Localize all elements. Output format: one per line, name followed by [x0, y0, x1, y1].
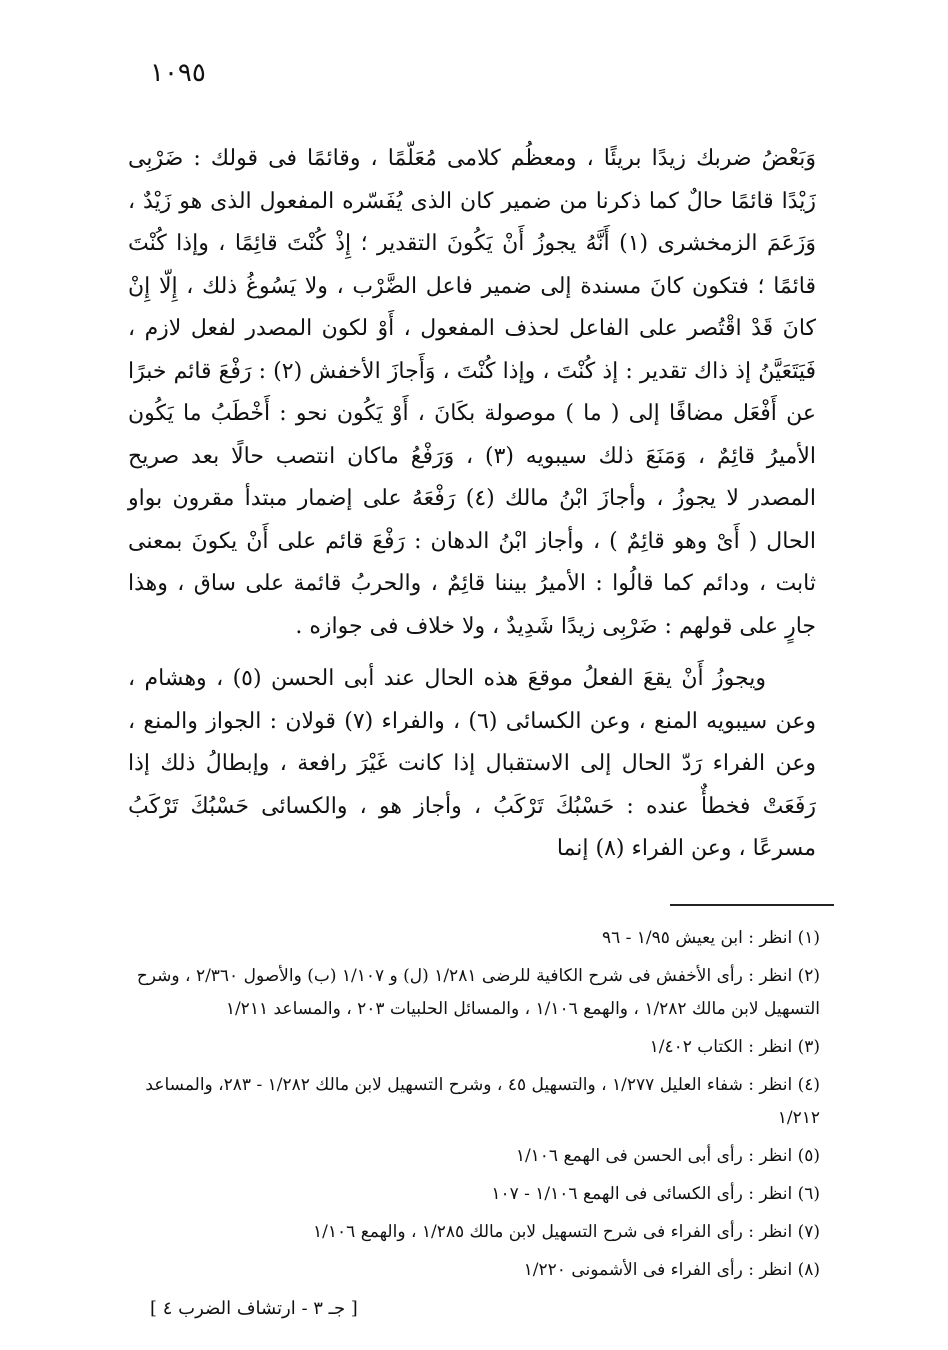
main-text — [128, 138, 816, 871]
footnote-8: (٨) انظر : رأى الفراء فى الأشمونى ١/٢٢٠ — [523, 1260, 820, 1280]
signature-mark: [ جـ ٣ - ارتشاف الضرب ٤ ] — [150, 1298, 358, 1319]
footnote-6: (٦) انظر : رأى الكسائى فى الهمع ١/١٠٦ - ١٠٧ — [491, 1184, 820, 1204]
footnote-3: (٣) انظر : الكتاب ١/٤٠٢ — [649, 1037, 820, 1057]
footnote-4: (٤) انظر : شفاء العليل ١/٢٧٧ ، والتسهيل ٤٥ ، وشرح التسهيل لابن مالك ١/٢٨٢ - ٢٨٣، والمساعد ١/٢١٢ — [145, 1075, 820, 1128]
page-number: ١٠٩٥ — [150, 58, 206, 88]
paragraph-1: وَبَعْضُ ضربك زيدًا بريئًا ، ومعظُم كلامى مُعَلّمًا ، وقائمًا فى قولك : ضَرْبِى زَيْدًا قائمًا حالٌ كما ذكرنا من ضمير كان الذى يُفَسّره المفعول الذى هو زَيْدٌ ، وَزَعَمَ الزمخشرى (١) أَنَّهُ يجوزُ أَنْ يَكُونَ التقدير ؛ إِذْ كُنْتَ قائِمًا ، وإذا كُنْتَ قائمًا ؛ فتكون كانَ مسندة إلى ضمير فاعل الضَّرْب ، ولا يَسُوغُ ذلك ، إِلّا إِنْ كانَ قَدْ اقْتُصر على الفاعل لحذف المفعول ، أَوْ لكون المصدر لفعل لازم ، فَيَتَعَيَّنُ إذ ذاك تقدير : إذ كُنْتَ ، وإذا كُنْتَ ، وَأَجازَ الأخفش (٢) : رَفْعَ قائم خبرًا عن أَفْعَل مضافًا إلى ( ما ) موصولة بكَانَ ، أَوْ يَكُون نحو : أَخْطَبُ ما يَكُون الأميرُ قائِمٌ ، وَمَنَعَ ذلك سيبويه (٣) ، وَرَفْعُ ماكان انتصب حالًا بعد صريح المصدر لا يجوزُ ، وأجازَ ابْنُ مالك (٤) رَفْعَهُ على إضمار مبتدأ مقرون بواو الحال ( أَىْ وهو قائِمٌ ) ، وأجاز ابْنُ الدهان : رَفْعَ قائم على أَنْ يكونَ بمعنى ثابت ، ودائم كما قالُوا : الأميرُ بيننا قائِمٌ ، والحربُ قائمة على ساق ، وهذا جارٍ على قولهم : ضَرْبِى زيدًا شَدِيدٌ ، ولا خلاف فى جوازه . — [128, 146, 816, 639]
footnotes — [128, 922, 820, 1287]
footnote-2: (٢) انظر : رأى الأخفش فى شرح الكافية للرضى ١/٢٨١ (ل) و ١/١٠٧ (ب) والأصول ٢/٣٦٠ ، وشرح التسهيل لابن مالك ١/٢٨٢ ، والهمع ١/١٠٦ ، والمسائل الحلبيات ٢٠٣ ، والمساعد ١/٢١١ — [136, 966, 820, 1019]
paragraph-2: ويجوزُ أَنْ يقعَ الفعلُ موقعَ هذه الحال عند أبى الحسن (٥) ، وهشام ، وعن سيبويه المنع ، وعن الكسائى (٦) ، والفراء (٧) قولان : الجواز والمنع ، وعن الفراء رَدّ الحال إلى الاستقبال إذا كانت غَيْرَ رافعة ، وإبطالُ ذلك إذا رَفَعَتْ فخطأٌ عنده : حَسْبُكَ تَرْكَبُ ، وأجاز هو ، والكسائى حَسْبُكَ تَرْكَبُ مسرعًا ، وعن الفراء (٨) إنما — [128, 666, 816, 861]
footnote-separator — [670, 904, 834, 906]
footnote-5: (٥) انظر : رأى أبى الحسن فى الهمع ١/١٠٦ — [515, 1146, 820, 1166]
footnote-7: (٧) انظر : رأى الفراء فى شرح التسهيل لابن مالك ١/٢٨٥ ، والهمع ١/١٠٦ — [313, 1222, 820, 1242]
footnote-1: (١) انظر : ابن يعيش ١/٩٥ - ٩٦ — [601, 928, 820, 948]
